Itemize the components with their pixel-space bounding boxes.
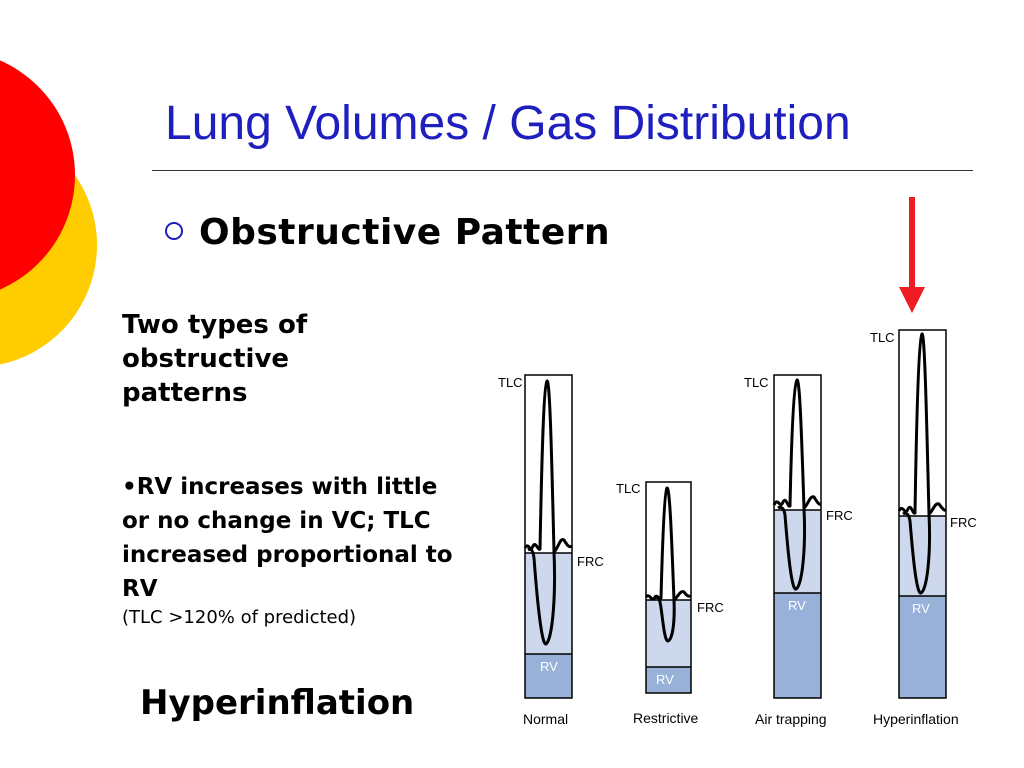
detail-text: •RV increases with little or no change in VC; TLC increased proportional to RV: [122, 474, 453, 602]
frc-label: FRC: [826, 508, 853, 523]
tlc-label: TLC: [616, 481, 641, 496]
predicted-note: (TLC >120% of predicted): [122, 607, 357, 628]
frc-label: FRC: [697, 600, 724, 615]
panel-caption: Air trapping: [755, 711, 827, 727]
panel-caption: Normal: [523, 711, 569, 727]
panel-caption: Hyperinflation: [873, 711, 959, 727]
conclusion-label: Hyperinflation: [140, 683, 415, 723]
panel-caption: Restrictive: [633, 710, 699, 726]
panel-hyperinflation: [870, 330, 977, 727]
slide-title: Lung Volumes / Gas Distribution: [165, 97, 851, 150]
tlc-label: TLC: [870, 330, 895, 345]
rv-label: RV: [912, 601, 930, 616]
tlc-label: TLC: [744, 375, 769, 390]
rv-label: RV: [788, 598, 806, 613]
down-arrow-icon: [899, 197, 925, 313]
panel-restrictive: [616, 481, 724, 726]
frc-label: FRC: [577, 554, 604, 569]
subtitle: Obstructive Pattern: [199, 212, 611, 253]
rv-label: RV: [540, 659, 558, 674]
rv-label: RV: [656, 672, 674, 687]
panel-air-trapping: [744, 375, 853, 727]
types-text: Two types of obstructive patterns: [122, 310, 308, 408]
tlc-label: TLC: [498, 375, 523, 390]
panel-normal: [498, 375, 604, 727]
frc-label: FRC: [950, 515, 977, 530]
